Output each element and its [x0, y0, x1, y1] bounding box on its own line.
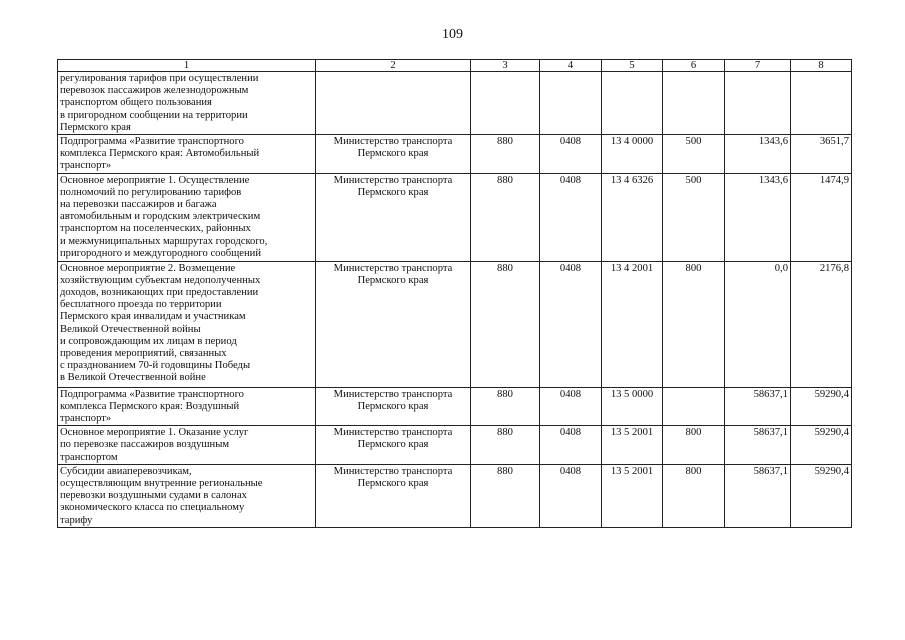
ministry-code: 880 [471, 426, 540, 465]
budget-table [57, 59, 852, 528]
amount-col-8: 59290,4 [791, 464, 852, 527]
ministry: Министерство транспорта Пермского края [316, 173, 471, 261]
item-name: Субсидии авиаперевозчикам, осуществляющим внутренние региональные перевозки воздушными судами в салонах экономического класса по специальному тарифу [58, 464, 316, 527]
amount-col-8: 1474,9 [791, 173, 852, 261]
target-code: 13 5 2001 [602, 426, 663, 465]
amount-col-7: 58637,1 [725, 464, 791, 527]
section-code [540, 72, 602, 135]
section-code: 0408 [540, 261, 602, 387]
item-name: Основное мероприятие 2. Возмещение хозяйствующим субъектам недополученных доходов, возникающих при предоставлении бесплатного проезда по территории Пермского края инвалидам и участникам Великой Отечественной войны и сопровождающим их лицам в период проведения мероприятий, связанных с празднованием 70-й годовщины Победы в Великой Отечественной войне [58, 261, 316, 387]
amount-col-8: 59290,4 [791, 426, 852, 465]
header-col-2: 2 [316, 60, 471, 72]
ministry: Министерство транспорта Пермского края [316, 261, 471, 387]
amount-col-8: 2176,8 [791, 261, 852, 387]
amount-col-7: 58637,1 [725, 387, 791, 426]
expense-type [663, 72, 725, 135]
ministry-code: 880 [471, 173, 540, 261]
header-col-5: 5 [602, 60, 663, 72]
item-name: Подпрограмма «Развитие транспортного комплекса Пермского края: Воздушный транспорт» [58, 387, 316, 426]
section-code: 0408 [540, 426, 602, 465]
amount-col-7: 1343,6 [725, 135, 791, 174]
expense-type: 800 [663, 261, 725, 387]
table-row [58, 261, 852, 387]
table-row [58, 464, 852, 527]
page-number: 109 [442, 27, 463, 42]
ministry [316, 72, 471, 135]
header-col-8: 8 [791, 60, 852, 72]
expense-type: 500 [663, 173, 725, 261]
expense-type: 800 [663, 464, 725, 527]
ministry-code: 880 [471, 387, 540, 426]
header-col-7: 7 [725, 60, 791, 72]
table-row [58, 173, 852, 261]
amount-col-8: 3651,7 [791, 135, 852, 174]
header-col-1: 1 [58, 60, 316, 72]
target-code: 13 5 2001 [602, 464, 663, 527]
amount-col-7: 0,0 [725, 261, 791, 387]
target-code: 13 4 2001 [602, 261, 663, 387]
item-name: Основное мероприятие 1. Осуществление полномочий по регулированию тарифов на перевозки пассажиров и багажа автомобильным и городским электрическим транспортом на поселенческих, районных и межмуниципальных маршрутах городского, пригородного и междугородного сообщений [58, 173, 316, 261]
section-code: 0408 [540, 173, 602, 261]
section-code: 0408 [540, 387, 602, 426]
ministry: Министерство транспорта Пермского края [316, 387, 471, 426]
header-col-3: 3 [471, 60, 540, 72]
target-code [602, 72, 663, 135]
ministry-code: 880 [471, 261, 540, 387]
target-code: 13 5 0000 [602, 387, 663, 426]
section-code: 0408 [540, 464, 602, 527]
ministry-code [471, 72, 540, 135]
ministry: Министерство транспорта Пермского края [316, 464, 471, 527]
amount-col-7: 58637,1 [725, 426, 791, 465]
expense-type: 500 [663, 135, 725, 174]
amount-col-8: 59290,4 [791, 387, 852, 426]
amount-col-7 [725, 72, 791, 135]
header-row [58, 60, 852, 72]
table-row [58, 387, 852, 426]
ministry: Министерство транспорта Пермского края [316, 135, 471, 174]
ministry-code: 880 [471, 464, 540, 527]
header-col-4: 4 [540, 60, 602, 72]
expense-type: 800 [663, 426, 725, 465]
item-name: Подпрограмма «Развитие транспортного комплекса Пермского края: Автомобильный транспорт» [58, 135, 316, 174]
amount-col-7: 1343,6 [725, 173, 791, 261]
expense-type [663, 387, 725, 426]
target-code: 13 4 0000 [602, 135, 663, 174]
ministry-code: 880 [471, 135, 540, 174]
table-row [58, 72, 852, 135]
header-col-6: 6 [663, 60, 725, 72]
item-name: регулирования тарифов при осуществлении перевозок пассажиров железнодорожным транспортом общего пользования в пригородном сообщении на территории Пермского края [58, 72, 316, 135]
ministry: Министерство транспорта Пермского края [316, 426, 471, 465]
amount-col-8 [791, 72, 852, 135]
table-row [58, 426, 852, 465]
item-name: Основное мероприятие 1. Оказание услуг по перевозке пассажиров воздушным транспортом [58, 426, 316, 465]
table-row [58, 135, 852, 174]
target-code: 13 4 6326 [602, 173, 663, 261]
section-code: 0408 [540, 135, 602, 174]
